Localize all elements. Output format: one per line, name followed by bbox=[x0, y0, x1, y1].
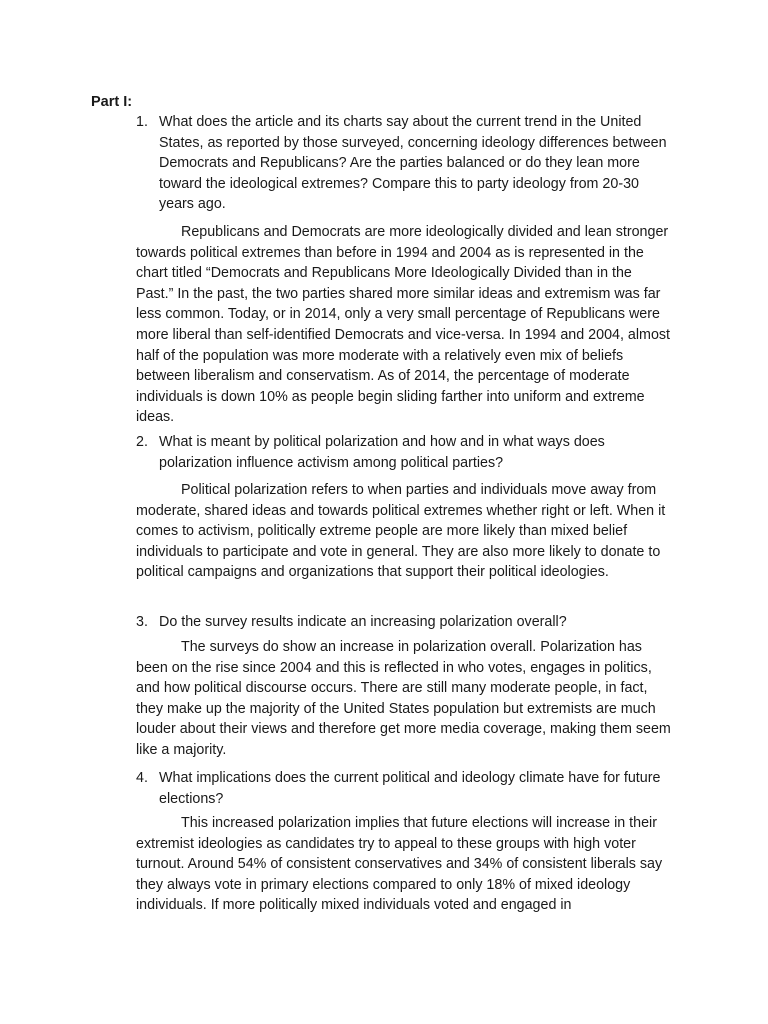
question-text: Do the survey results indicate an increasing polarization overall? bbox=[159, 614, 567, 630]
answer-3: The surveys do show an increase in polarization overall. Polarization has been on the rise since 2004 and this is reflected in who votes, engages in politics, and how political discourse occurs. There are still many moderate people, in fact, they make up the majority of the United States population but extremists are much louder about their views and therefore get more media coverage, making them seem like a majority. bbox=[136, 639, 671, 758]
answer-1: Republicans and Democrats are more ideologically divided and lean stronger towards political extremes than before in 1994 and 2004 as is represented in the chart titled “Democrats and Republicans More Ideologically Divided than in the Past.” In the past, the two parties shared more similar ideas and extremism was far less common. Today, or in 2014, only a very small percentage of Republicans were more liberal than self-identified Democrats and vice-versa. In 1994 and 2004, almost half of the population was more moderate with a relatively even mix of beliefs between liberalism and conservatism. As of 2014, the percentage of moderate individuals is down 10% as people begin sliding farther into uniform and extreme ideas. bbox=[136, 224, 671, 426]
answer-2: Political polarization refers to when parties and individuals move away from moderate, shared ideas and towards political extremes whether right or left. When it comes to activism, politically extreme people are more likely than mixed belief individuals to participate and vote in general. They are also more likely to donate to political campaigns and organizations that support their political ideologies. bbox=[136, 482, 666, 581]
part-heading: Part I: bbox=[91, 94, 133, 110]
question-3 bbox=[136, 612, 676, 633]
question-2 bbox=[136, 432, 676, 473]
question-text: What is meant by political polarization and how and in what ways does polarization influence activism among political parties? bbox=[159, 434, 605, 471]
question-number: 2. bbox=[136, 434, 148, 450]
question-text: What does the article and its charts say about the current trend in the United States, as reported by those surveyed, concerning ideology differences between Democrats and Republicans? Are the parties balanced or do they lean more toward the ideological extremes? Compare this to party ideology from 20-30 years ago. bbox=[159, 114, 667, 213]
question-4 bbox=[136, 768, 676, 809]
answer-4: This increased polarization implies that future elections will increase in their extremist ideologies as candidates try to appeal to these groups with high voter turnout. Around 54% of consistent conservatives and 34% of consistent liberals say they always vote in primary elections compared to only 18% of mixed ideology individuals. If more politically mixed individuals voted and engaged in bbox=[136, 815, 663, 914]
question-1 bbox=[136, 112, 676, 215]
question-text: What implications does the current political and ideology climate have for future elections? bbox=[159, 770, 661, 807]
question-number: 3. bbox=[136, 614, 148, 630]
question-number: 4. bbox=[136, 770, 148, 786]
question-number: 1. bbox=[136, 114, 148, 130]
